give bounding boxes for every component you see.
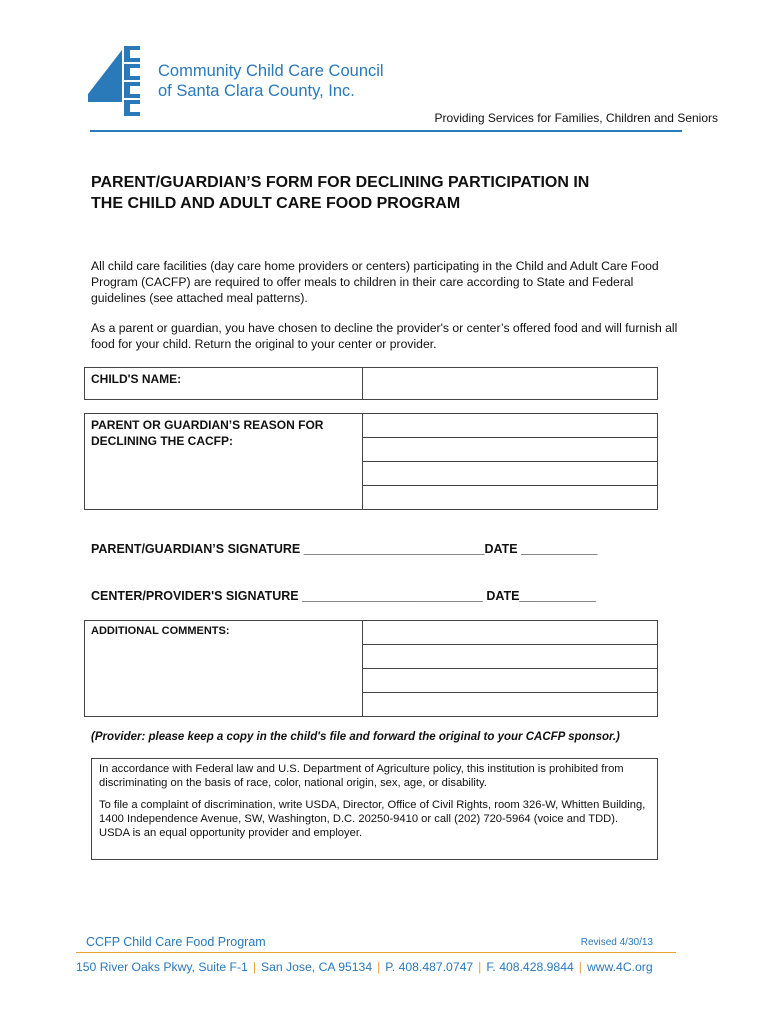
- nondiscrimination-box: [91, 758, 658, 860]
- form-title-line1: PARENT/GUARDIAN’S FORM FOR DECLINING PARTICIPATION IN: [91, 174, 590, 191]
- revision-date: Revised 4/30/13: [580, 937, 653, 948]
- provider-signature-line[interactable]: CENTER/PROVIDER'S SIGNATURE __________________________ DATE___________: [91, 589, 596, 603]
- complaint-instructions: To file a complaint of discrimination, write USDA, Director, Office of Civil Rights, room 326-W, Whitten Building, 1400 Independence Avenue, SW, Washington, D.C. 20250-9410 or call (202) 720-5964 (voice and TDD). USDA is an equal opportunity provider and employer.: [99, 799, 646, 839]
- comments-field-line[interactable]: [363, 669, 658, 693]
- footer-divider: [76, 952, 676, 953]
- comments-field-line[interactable]: [363, 645, 658, 669]
- comments-label: ADDITIONAL COMMENTS:: [85, 621, 363, 717]
- reason-field-line[interactable]: [363, 438, 658, 462]
- footer-city: San Jose, CA 95134: [260, 960, 373, 974]
- footer-website-link[interactable]: www.4C.org: [586, 960, 653, 974]
- reason-field-line[interactable]: [363, 462, 658, 486]
- form-title-line2: THE CHILD AND ADULT CARE FOOD PROGRAM: [91, 195, 461, 212]
- reason-label-line2: DECLINING THE CACFP:: [91, 434, 233, 448]
- intro-paragraph-2: As a parent or guardian, you have chosen to decline the provider's or center’s offered food and will furnish all food for your child. Return the original to your center or provider.: [91, 321, 678, 351]
- organization-name-line1: Community Child Care Council: [158, 62, 384, 80]
- comments-field-line[interactable]: [363, 693, 658, 717]
- reason-box: [84, 413, 658, 510]
- child-name-label: CHILD'S NAME:: [85, 368, 363, 400]
- 4c-logo-icon: [88, 44, 168, 118]
- organization-name-line2: of Santa Clara County, Inc.: [158, 82, 355, 100]
- form-title: [91, 172, 691, 214]
- child-name-field[interactable]: [363, 368, 658, 400]
- intro-paragraph-1: All child care facilities (day care home providers or centers) participating in the Child and Adult Care Food Program (CACFP) are required to offer meals to children in their care according to State and Federal guidelines (see attached meal patterns).: [91, 259, 659, 305]
- nondiscrimination-statement: In accordance with Federal law and U.S. Department of Agriculture policy, this institution is prohibited from discriminating on the basis of race, color, national origin, sex, age, or disability.: [99, 763, 624, 789]
- child-name-box: [84, 367, 658, 400]
- footer-address: 150 River Oaks Pkwy, Suite F-1: [76, 960, 248, 974]
- organization-name: [158, 61, 384, 101]
- reason-field-line[interactable]: [363, 486, 658, 510]
- footer-separator: |: [377, 960, 381, 974]
- footer-contact: [76, 960, 716, 974]
- footer-separator: |: [578, 960, 582, 974]
- comments-field-line[interactable]: [363, 621, 658, 645]
- tagline: Providing Services for Families, Children and Seniors: [434, 111, 718, 125]
- header-divider: [90, 130, 682, 132]
- footer-separator: |: [478, 960, 482, 974]
- footer-phone: P. 408.487.0747: [385, 960, 474, 974]
- footer-fax: F. 408.428.9844: [486, 960, 574, 974]
- comments-box: [84, 620, 658, 717]
- parent-signature-line[interactable]: PARENT/GUARDIAN’S SIGNATURE __________________________DATE ___________: [91, 542, 598, 556]
- provider-note: (Provider: please keep a copy in the child's file and forward the original to your CACFP sponsor.): [91, 731, 620, 743]
- reason-label-line1: PARENT OR GUARDIAN’S REASON FOR: [91, 418, 324, 432]
- reason-label: [85, 414, 363, 510]
- footer-separator: |: [252, 960, 256, 974]
- reason-field-line[interactable]: [363, 414, 658, 438]
- footer-program-name: CCFP Child Care Food Program: [86, 935, 266, 949]
